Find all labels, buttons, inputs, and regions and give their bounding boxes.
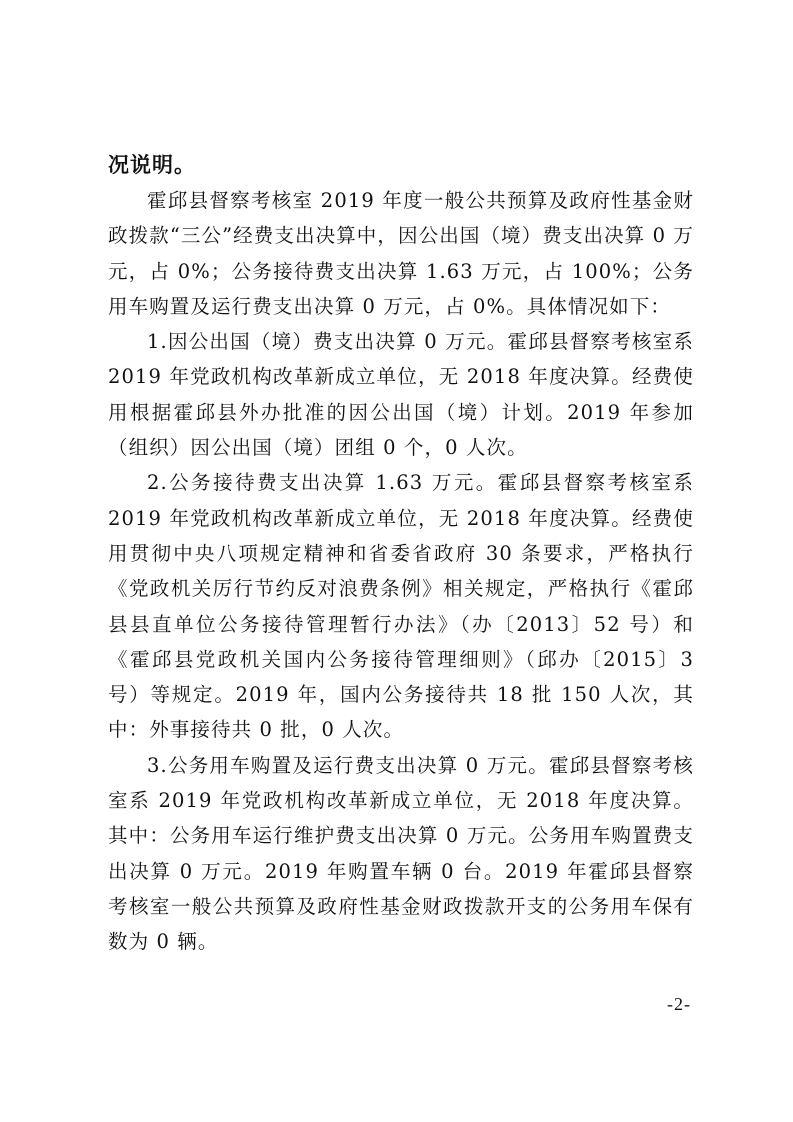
section-heading: 况说明。 <box>108 152 196 177</box>
page-number: -2- <box>667 994 691 1014</box>
summary-paragraph: 霍邱县督察考核室 2019 年度一般公共预算及政府性基金财政拨款“三公”经费支出决算中，因公出国（境）费支出决算 0 万元，占 0%；公务接待费支出决算 1.63 万元，占 100%；公务用车购置及运行费支出决算 0 万元，占 0%。具体情况如下： <box>108 189 694 318</box>
body-text <box>108 183 694 960</box>
official-vehicle-paragraph: 3.公务用车购置及运行费支出决算 0 万元。霍邱县督察考核室系 2019 年党政机构改革新成立单位，无 2018 年度决算。其中：公务用车运行维护费支出决算 0 万元。公务用车购置费支出决算 0 万元。2019 年购置车辆 0 台。2019 年霍邱县督察考核室一般公共预算及政府性基金财政拨款开支的公务用车保有数为 0 辆。 <box>108 753 694 954</box>
overseas-travel-paragraph: 1.因公出国（境）费支出决算 0 万元。霍邱县督察考核室系 2019 年党政机构改革新成立单位，无 2018 年度决算。经费使用根据霍邱县外办批准的因公出国（境）计划。2019 年参加（组织）因公出国（境）团组 0 个，0 人次。 <box>108 330 694 460</box>
official-reception-paragraph: 2.公务接待费支出决算 1.63 万元。霍邱县督察考核室系 2019 年党政机构改革新成立单位，无 2018 年度决算。经费使用贯彻中央八项规定精神和省委省政府 30 条要求，严格执行《党政机关厉行节约反对浪费条例》相关规定，严格执行《霍邱县县直单位公务接待管理暂行办法》（办〔2013〕52 号）和《霍邱县党政机关国内公务接待管理细则》（邱办〔2015〕3 号）等规定。2019 年，国内公务接待共 18 批 150 人次，其中：外事接待共 0 批，0 人次。 <box>108 471 694 742</box>
